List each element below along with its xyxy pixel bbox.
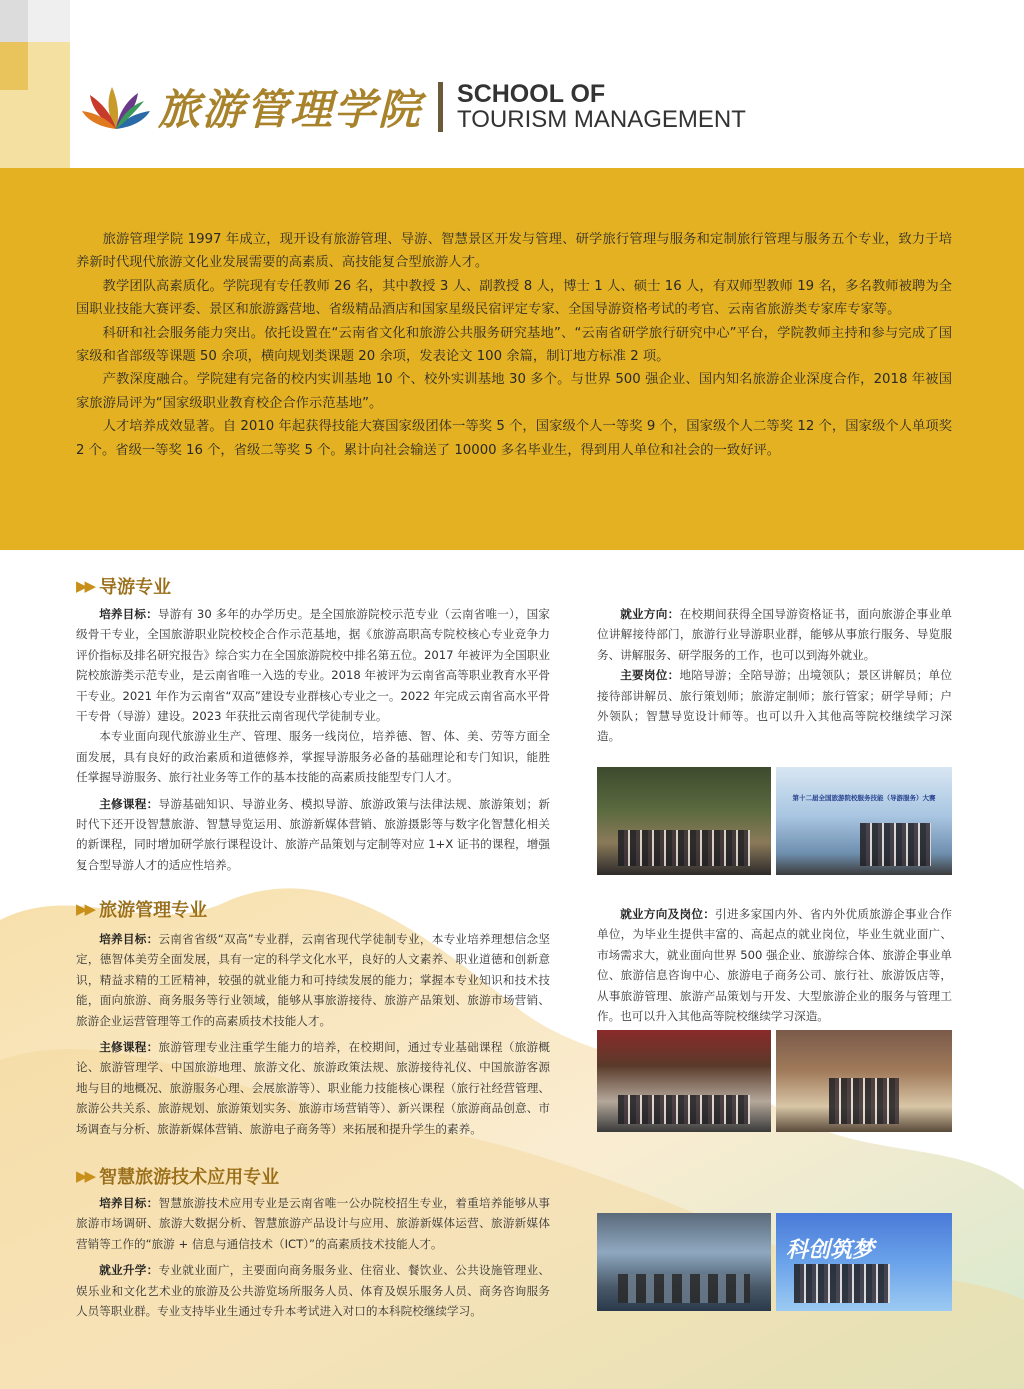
- school-title-cn: 旅游管理学院: [158, 85, 423, 134]
- photo-computer-lab: [597, 1213, 771, 1311]
- goal-text: 云南省省级“双高”专业群，云南省现代学徒制专业，本专业培养理想信念坚定，德智体美劳全面发展，具有一定的科学文化水平，良好的人文素养、职业道德和创新意识，精益求精的工匠精神，较强的就业能力和可持续发展的能力；掌握本专业知识和技术技能，面向旅游、商务服务等行业领域，能够从事旅游接待、旅游产品策划、旅游市场营销、旅游企业运营管理等工作的高素质技术技能人才。: [76, 932, 550, 1028]
- photo-people: [618, 1095, 750, 1124]
- guide-job: [597, 604, 952, 665]
- photo-people: [794, 1264, 891, 1303]
- double-arrow-icon: ▶▶: [76, 900, 94, 918]
- course-text: 旅游管理专业注重学生能力的培养，在校期间，通过专业基础课程（旅游概论、旅游管理学、中国旅游地理、旅游文化、旅游政策法规、旅游接待礼仪、中国旅游客源地与目的地概况、旅游服务心理、会展旅游等）、职业能力技能核心课程（旅行社经营管理、旅游公共关系、旅游规划、旅游策划实务、旅游市场营销等）、新兴课程（旅游商品创意、市场调查与分析、旅游新媒体营销、旅游电子商务等）来拓展和提升学生的素养。: [76, 1040, 550, 1136]
- guide-post: [597, 665, 952, 747]
- label-goal: 培养目标：: [99, 607, 158, 621]
- guide-goal-2: 本专业面向现代旅游业生产、管理、服务一线岗位，培养德、智、体、美、劳等方面全面发展，具有良好的政治素质和道德修养，掌握导游服务必备的基础理论和专门知识，能胜任掌握导游服务、旅行社业务等工作的基本技能的高素质技能型专门人才。: [76, 729, 550, 785]
- label-course: 主修课程：: [99, 1040, 159, 1055]
- intro-paragraph: 科研和社会服务能力突出。依托设置在“云南省文化和旅游公共服务研究基地”、“云南省研学旅行研究中心”平台，学院教师主持和参与完成了国家级和省部级等课题 50 余项，横向规划类课题 20 余项，发表论文 100 余篇，制订地方标准 2 项。: [76, 325, 952, 365]
- intro-paragraph: 人才培养成效显著。自 2010 年起获得技能大赛国家级团体一等奖 5 个，国家级个人一等奖 9 个，国家级个人二等奖 12 个，国家级个人单项奖 2 个。省级一等奖 16 个，省级二等奖 5 个。累计向社会输送了 10000 多名毕业生，得到用人单位和社会的一致好评。: [76, 419, 952, 458]
- goal-text: 导游有 30 多年的办学历史。是全国旅游院校示范专业（云南省唯一），国家级骨干专业，全国旅游职业院校校企合作示范基地，据《旅游高职高专院校核心专业竞争力评价指标及排名研究报告》综合实力在全国旅游院校中排名第五位。2017 年被评为全国职业院校旅游类示范专业，是云南省唯一入选的专业。2018 年被评为云南省高等职业教育水平骨干专业。2021 年作为云南省“双高”建设专业群核心专业之一。2022 年完成云南省高水平骨干专骨（导游）建设。2023 年获批云南省现代学徒制专业。: [76, 607, 550, 724]
- smart-goal: [76, 1193, 550, 1254]
- section-title-text: 旅游管理专业: [99, 900, 208, 921]
- tm-left-text: [76, 929, 550, 1139]
- title-en-line2: TOURISM MANAGEMENT: [457, 106, 746, 133]
- photo-caption: 第十二届全国旅游院校服务技能（导游服务）大赛: [792, 794, 936, 802]
- corner-block-light: [28, 0, 70, 42]
- label-job: 就业升学：: [99, 1263, 159, 1278]
- photo-tourists: [776, 1030, 952, 1132]
- corner-block-gold: [0, 42, 28, 90]
- label-goal: 培养目标：: [99, 932, 159, 946]
- tm-course: [76, 1037, 550, 1139]
- post-text: 地陪导游；全陪导游；出境领队；景区讲解员；单位接待部讲解员、旅行策划师；旅游定制师；旅行管家；研学导师；户外领队；智慧导览设计师等。也可以升入其他高等院校继续学习深造。: [597, 668, 952, 744]
- tm-goal: [76, 929, 550, 1031]
- label-course: 主修课程：: [99, 796, 159, 811]
- job-text: 在校期间获得全国导游资格证书，面向旅游企事业单位讲解接待部门，旅游行业导游职业群，能够从事旅行服务、导览服务、讲解服务、研学服务的工作，也可以到海外就业。: [597, 607, 952, 662]
- section-title-text: 智慧旅游技术应用专业: [99, 1167, 280, 1188]
- guide-goal: [76, 604, 550, 726]
- intro-paragraph: 产教深度融合。学院建有完备的校内实训基地 10 个、校外实训基地 30 多个。与世界 500 强企业、国内知名旅游企业深度合作，2018 年被国家旅游局评为“国家级职业教育校企合作示范基地”。: [76, 372, 952, 411]
- intro-paragraph: 旅游管理学院 1997 年成立，现开设有旅游管理、导游、智慧景区开发与管理、研学旅行管理与服务和定制旅行管理与服务五个专业，致力于培养新时代现代旅游文化业发展需要的高素质、高技能复合型旅游人才。: [76, 232, 952, 271]
- photo-station-gates: [597, 1030, 771, 1132]
- guide-course: [76, 794, 550, 876]
- photo-competition-stage: [776, 767, 952, 875]
- title-divider: [438, 82, 443, 132]
- photo-people: [618, 830, 750, 867]
- photo-science-dream: [776, 1213, 952, 1311]
- double-arrow-icon: ▶▶: [76, 577, 94, 595]
- petal-logo-icon: [80, 79, 152, 135]
- guide-right-text: [597, 604, 952, 747]
- tm-job: [597, 904, 952, 1026]
- job-text: 引进多家国内外、省内外优质旅游企事业合作单位，为毕业生提供丰富的、高起点的就业岗位，毕业生就业面广、市场需求大，就业面向世界 500 强企业、旅游综合体、旅游企事业单位、旅游信息咨询中心、旅游电子商务公司、旅行社、旅游饭店等，从事旅游管理、旅游产品策划与开发、大型旅游企业的服务与管理工作。也可以升入其他高等院校继续学习深造。: [597, 907, 952, 1024]
- photo-group-campus: [597, 767, 771, 875]
- school-title-en: [457, 81, 746, 133]
- smart-job: [76, 1260, 550, 1321]
- guide-left-text: [76, 604, 550, 875]
- section-title-guide: [76, 573, 171, 599]
- smart-left-text: [76, 1193, 550, 1321]
- label-goal: 培养目标：: [99, 1196, 159, 1210]
- label-post: 主要岗位：: [620, 668, 680, 683]
- label-job: 就业方向：: [620, 607, 680, 621]
- photo-people: [829, 1078, 899, 1124]
- tm-right-text: [597, 904, 952, 1026]
- title-en-line1: SCHOOL OF: [457, 80, 606, 108]
- course-text: 导游基础知识、导游业务、模拟导游、旅游政策与法律法规、旅游策划；新时代下还开设智慧旅游、智慧导览运用、旅游新媒体营销、旅游摄影等与数字化智慧化相关的新课程，同时增加研学旅行课程设计、旅游产品策划与定制等对应 1+X 证书的课程，增强复合型导游人才的适应性培养。: [76, 796, 550, 872]
- section-title-text: 导游专业: [99, 577, 172, 598]
- photo-desks: [618, 1274, 750, 1303]
- intro-text: [76, 228, 952, 462]
- intro-paragraph: 教学团队高素质化。学院现有专任教师 26 名，其中教授 3 人、副教授 8 人，博士 1 人、硕士 16 人，有双师型教师 19 名，多名教师被聘为全国职业技能大赛评委、景区和旅游露营地、省级精品酒店和国家星级民宿评定专家、全国导游资格考试的考官、云南省旅游类专家库专家等。: [76, 278, 952, 318]
- header: [80, 72, 746, 142]
- double-arrow-icon: ▶▶: [76, 1167, 94, 1185]
- job-text: 专业就业面广，主要面向商务服务业、住宿业、餐饮业、公共设施管理业、娱乐业和文化艺术业的旅游及公共游览场所服务人员、体育及娱乐服务人员、商务咨询服务人员等职业群。专业支持毕业生通过专升本考试进入对口的本科院校继续学习。: [76, 1263, 550, 1319]
- section-title-smart-tourism: [76, 1163, 279, 1189]
- section-title-tourism-management: [76, 896, 207, 922]
- label-job: 就业方向及岗位：: [620, 907, 716, 921]
- photo-people: [860, 823, 930, 866]
- photo-caption: 科创筑梦: [786, 1238, 875, 1263]
- goal-text: 智慧旅游技术应用专业是云南省唯一公办院校招生专业，着重培养能够从事旅游市场调研、旅游大数据分析、智慧旅游产品设计与应用、旅游新媒体运营、旅游新媒体营销等工作的“旅游 + 信息与通信技术（ICT）”的高素质技术技能人才。: [76, 1196, 550, 1251]
